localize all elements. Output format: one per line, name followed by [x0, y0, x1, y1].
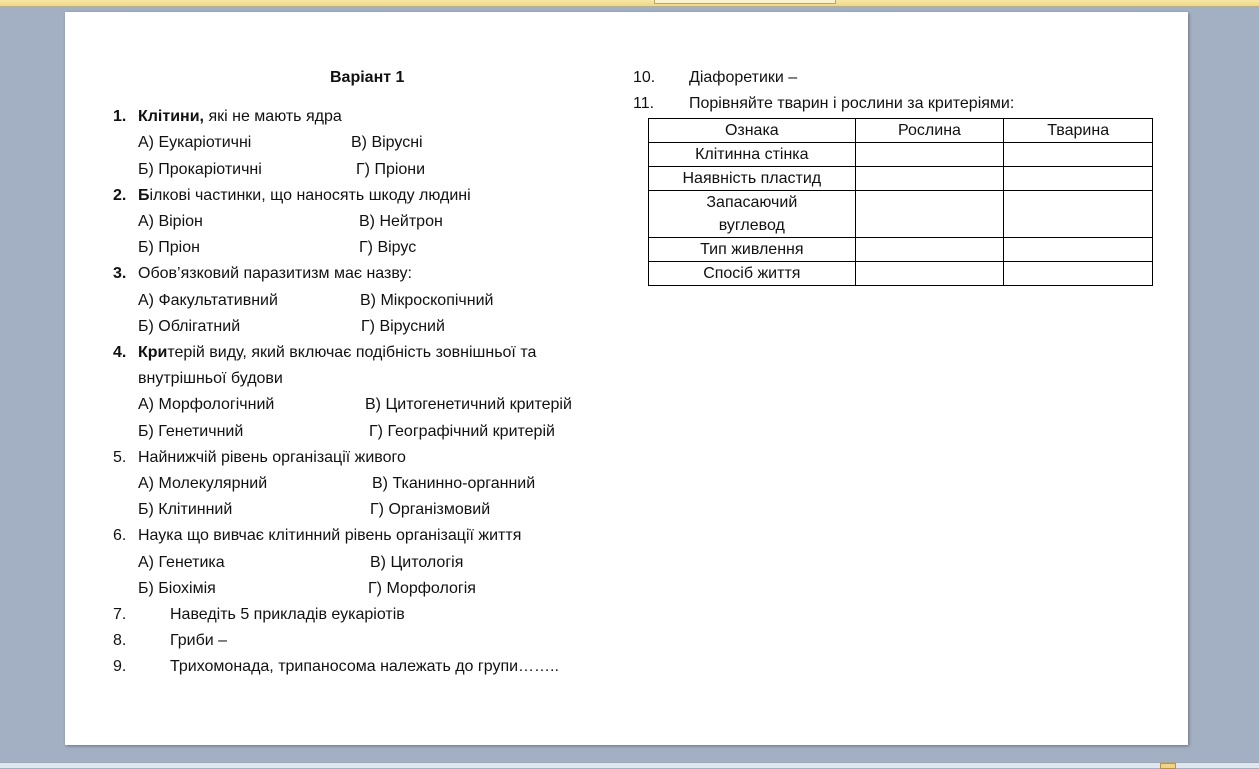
question-9-number: 9.	[113, 658, 127, 675]
question-4-text: терій виду, який включає подібність зовнішньої та	[167, 344, 537, 361]
question-5-text: Найнижчій рівень організації живого	[138, 449, 406, 466]
table-cell-plant[interactable]	[855, 167, 1004, 191]
question-1-option-a: А) Еукаріотичні	[138, 134, 252, 151]
question-5-option-v: В) Тканинно-органний	[372, 475, 536, 492]
question-2-bold: Б	[138, 187, 150, 204]
table-header-cell: Тварина	[1004, 119, 1153, 143]
table-cell-animal[interactable]	[1004, 167, 1153, 191]
question-4-option-b: Б) Генетичний	[138, 423, 244, 440]
table-row	[649, 238, 1153, 262]
table-row	[649, 167, 1153, 191]
status-bar	[0, 762, 1259, 768]
variant-title: Варіант 1	[330, 69, 405, 86]
table-header-row	[649, 119, 1153, 143]
question-3-option-a: А) Факультативний	[138, 292, 278, 309]
question-9-text: Трихомонада, трипаносома належать до групи……..	[170, 658, 559, 675]
question-1-option-v: В) Вірусні	[351, 134, 423, 151]
table-row	[649, 143, 1153, 167]
question-4-option-a: А) Морфологічний	[138, 396, 275, 413]
question-7-number: 7.	[113, 606, 127, 623]
table-cell-criterion: Запасаючий вуглевод	[649, 191, 856, 238]
question-2-text: ілкові частинки, що наносять шкоду людині	[149, 187, 471, 204]
question-5-number: 5.	[113, 449, 127, 466]
question-2	[138, 186, 471, 206]
question-5-option-g: Г) Організмовий	[370, 501, 491, 518]
question-6-number: 6.	[113, 527, 127, 544]
question-3-option-g: Г) Вірусний	[361, 318, 445, 335]
question-2-number: 2.	[113, 187, 127, 204]
criteria-table	[648, 118, 1153, 286]
question-1-bold: Клітини,	[138, 108, 204, 125]
table-cell-criterion: Наявність пластид	[649, 167, 856, 191]
question-4-option-v: В) Цитогенетичний критерій	[365, 396, 572, 413]
question-5-option-b: Б) Клітинний	[138, 501, 233, 518]
question-6-option-v: В) Цитологія	[370, 554, 464, 571]
table-cell-plant[interactable]	[855, 262, 1004, 286]
question-4-option-g: Г) Географічний критерій	[369, 423, 555, 440]
table-cell-animal[interactable]	[1004, 191, 1153, 238]
table-header-cell: Рослина	[855, 119, 1004, 143]
question-10-number: 10.	[633, 69, 656, 86]
question-2-option-b: Б) Пріон	[138, 239, 200, 256]
question-2-option-a: А) Віріон	[138, 213, 203, 230]
ribbon-tab-edge[interactable]	[654, 0, 836, 4]
status-bar-icon[interactable]	[1160, 763, 1176, 769]
question-1-option-g: Г) Пріони	[356, 161, 426, 178]
question-8-text: Гриби –	[170, 632, 228, 649]
question-5-option-a: А) Молекулярний	[138, 475, 268, 492]
table-cell-animal[interactable]	[1004, 262, 1153, 286]
question-4-number: 4.	[113, 344, 127, 361]
question-1-option-b: Б) Прокаріотичні	[138, 161, 262, 178]
question-1-number: 1.	[113, 108, 127, 125]
question-6-option-b: Б) Біохімія	[138, 580, 216, 597]
table-cell-animal[interactable]	[1004, 143, 1153, 167]
question-3-option-v: В) Мікроскопічний	[360, 292, 494, 309]
question-7-text: Наведіть 5 прикладів еукаріотів	[170, 606, 405, 623]
question-8-number: 8.	[113, 632, 127, 649]
question-4-text-line2: внутрішньої будови	[138, 370, 283, 387]
question-6-option-g: Г) Морфологія	[368, 580, 476, 597]
table-cell-plant[interactable]	[855, 191, 1004, 238]
table-header-cell: Ознака	[649, 119, 856, 143]
table-row	[649, 262, 1153, 286]
question-11-number: 11.	[633, 95, 655, 112]
window-top-bar	[0, 0, 1259, 7]
table-row	[649, 191, 1153, 238]
table-cell-plant[interactable]	[855, 238, 1004, 262]
right-column	[633, 12, 1153, 745]
question-6-text: Наука що вивчає клітинний рівень організації життя	[138, 527, 522, 544]
question-2-option-g: Г) Вірус	[359, 239, 417, 256]
table-cell-criterion: Клітинна стінка	[649, 143, 856, 167]
table-cell-criterion: Спосіб життя	[649, 262, 856, 286]
question-4	[138, 343, 536, 363]
table-cell-plant[interactable]	[855, 143, 1004, 167]
table-cell-criterion: Тип живлення	[649, 238, 856, 262]
question-4-bold: Кри	[138, 344, 168, 361]
question-6-option-a: А) Генетика	[138, 554, 225, 571]
question-3-number: 3.	[113, 265, 127, 282]
document-page[interactable]	[65, 12, 1188, 745]
question-10-text: Діафоретики –	[689, 69, 798, 86]
table-cell-animal[interactable]	[1004, 238, 1153, 262]
question-3-option-b: Б) Облігатний	[138, 318, 241, 335]
question-2-option-v: В) Нейтрон	[359, 213, 443, 230]
left-column	[65, 12, 625, 745]
question-1-text: які не мають ядра	[204, 108, 342, 125]
question-11-text: Порівняйте тварин і рослини за критеріями:	[689, 95, 1015, 112]
question-3-text: Обов’язковий паразитизм має назву:	[138, 265, 412, 282]
question-1	[138, 107, 342, 127]
